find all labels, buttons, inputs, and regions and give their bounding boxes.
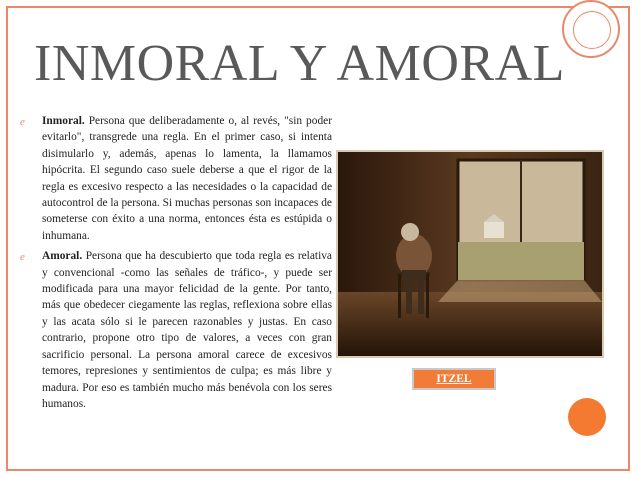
definition-text: Persona que ha descubierto que toda regla es relativa y convencional -como las señales de tráfico-, y puede ser modificada para una mayor felicidad de la gente. Por tanto, más que obedecer ciegamente las reglas, reflexiona sobre ellas y las acata sólo si le parecen razonables y justas. En caso contrario, propone otro tipo de valores, a veces con gran sacrificio personal. La persona amoral carece de excesivos temores, represiones y sentimientos de culpa; es más libre y madura. Por eso es también mucho más benévola con los seres humanos. [42,250,332,410]
decorative-circle-top [562,0,620,58]
term-label: Inmoral. [42,115,85,127]
list-item [20,113,332,244]
definition-text: Persona que deliberadamente o, al revés, "sin poder evitarlo", transgrede una regla. En el primer caso, si intenta disimularlo y, además, apenas lo lamenta, la llamamos hipócrita. El segundo caso suele deberse a que el rigor de la regla es excesivo respecto a las necesidades o la capacidad de autocontrol de la persona. Si muchas personas son incapaces de someterse con éxito a una norma, entonces ésta es estúpida o inhumana. [42,115,332,242]
list-item [20,248,332,412]
painting-illustration [338,152,602,356]
slide-title: INMORAL Y AMORAL [34,35,565,92]
content-list [20,113,332,416]
term-label: Amoral. [42,250,83,263]
bullet-icon: e [20,116,25,128]
caption-label[interactable]: ITZEL [412,368,496,390]
bullet-icon: e [20,251,25,264]
decorative-circle-bottom [568,398,606,436]
painting-image [338,152,602,356]
